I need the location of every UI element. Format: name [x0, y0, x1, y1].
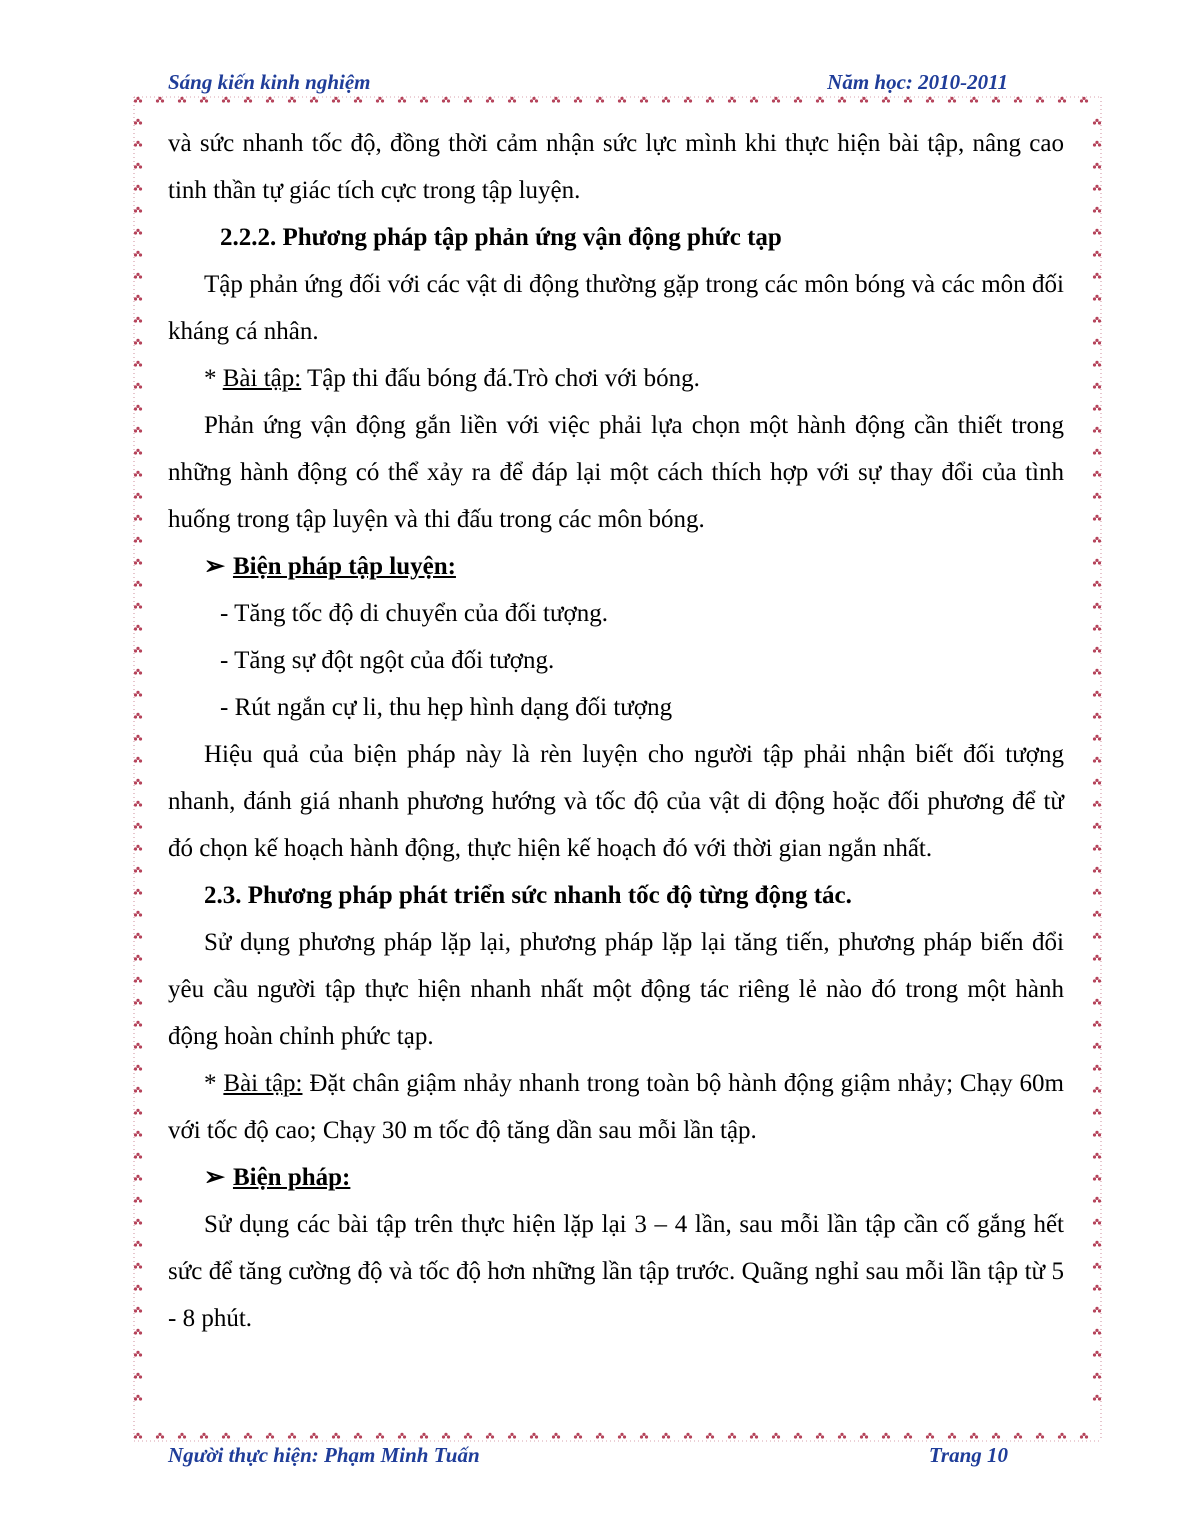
header-school-year: Năm học: 2010-2011 [827, 70, 1008, 94]
page-footer [168, 1443, 1008, 1473]
exercise-label: Bài tập: [222, 365, 302, 392]
measure-heading [168, 543, 1064, 590]
page-content [168, 120, 1064, 1342]
section-heading-2-2-2: 2.2.2. Phương pháp tập phản ứng vận động phức tạp [220, 224, 782, 251]
measure-heading [168, 1154, 1064, 1201]
list-item: - Tăng sự đột ngột của đối tượng. [220, 647, 555, 674]
paragraph: Tập phản ứng đối với các vật di động thường gặp trong các môn bóng và các môn đối kháng cá nhân. [168, 271, 1064, 345]
paragraph: và sức nhanh tốc độ, đồng thời cảm nhận sức lực mình khi thực hiện bài tập, nâng cao tinh thần tự giác tích cực trong tập luyện. [168, 130, 1064, 204]
exercise-line [168, 355, 1064, 402]
footer-author: Người thực hiện: Phạm Minh Tuấn [168, 1443, 480, 1467]
exercise-prefix: * [204, 365, 223, 392]
measure-label: Biện pháp: [232, 1164, 351, 1191]
footer-page-number: Trang 10 [928, 1443, 1008, 1467]
list-item: - Tăng tốc độ di chuyển của đối tượng. [220, 600, 609, 627]
paragraph: Sử dụng các bài tập trên thực hiện lặp lại 3 – 4 lần, sau mỗi lần tập cần cố gắng hết sức để tăng cường độ và tốc độ hơn những lần tập trước. Quãng nghỉ sau mỗi lần tập từ 5 - 8 phút. [168, 1211, 1064, 1332]
exercise-prefix: * [204, 1070, 224, 1097]
paragraph: Phản ứng vận động gắn liền với việc phải lựa chọn một hành động cần thiết trong những hành động có thể xảy ra để đáp lại một cách thích hợp với sự thay đổi của tình huống trong tập luyện và thi đấu trong các môn bóng. [168, 412, 1064, 533]
arrow-bullet-icon: ➢ [204, 553, 225, 580]
list-item: - Rút ngắn cự li, thu hẹp hình dạng đối tượng [220, 694, 673, 721]
arrow-bullet-icon: ➢ [204, 1164, 225, 1191]
paragraph: Hiệu quả của biện pháp này là rèn luyện cho người tập phải nhận biết đối tượng nhanh, đánh giá nhanh phương hướng và tốc độ của vật di động hoặc đối phương để từ đó chọn kế hoạch hành động, thực hiện kế hoạch đó với thời gian ngắn nhất. [168, 741, 1064, 862]
paragraph: Sử dụng phương pháp lặp lại, phương pháp lặp lại tăng tiến, phương pháp biến đổi yêu cầu người tập thực hiện nhanh nhất một động tác riêng lẻ nào đó trong một hành động hoàn chỉnh phức tạp. [168, 929, 1064, 1050]
exercise-line [168, 1060, 1064, 1154]
section-heading-2-3: 2.3. Phương pháp phát triển sức nhanh tốc độ từng động tác. [204, 882, 852, 909]
header-title: Sáng kiến kinh nghiệm [168, 70, 371, 94]
exercise-text: Đặt chân giậm nhảy nhanh trong toàn bộ hành động giậm nhảy; Chạy 60m với tốc độ cao; Chạy 30 m tốc độ tăng dần sau mỗi lần tập. [168, 1070, 1064, 1144]
exercise-label: Bài tập: [223, 1070, 303, 1097]
measure-label: Biện pháp tập luyện: [232, 553, 456, 580]
exercise-text: Tập thi đấu bóng đá.Trò chơi với bóng. [301, 365, 700, 392]
